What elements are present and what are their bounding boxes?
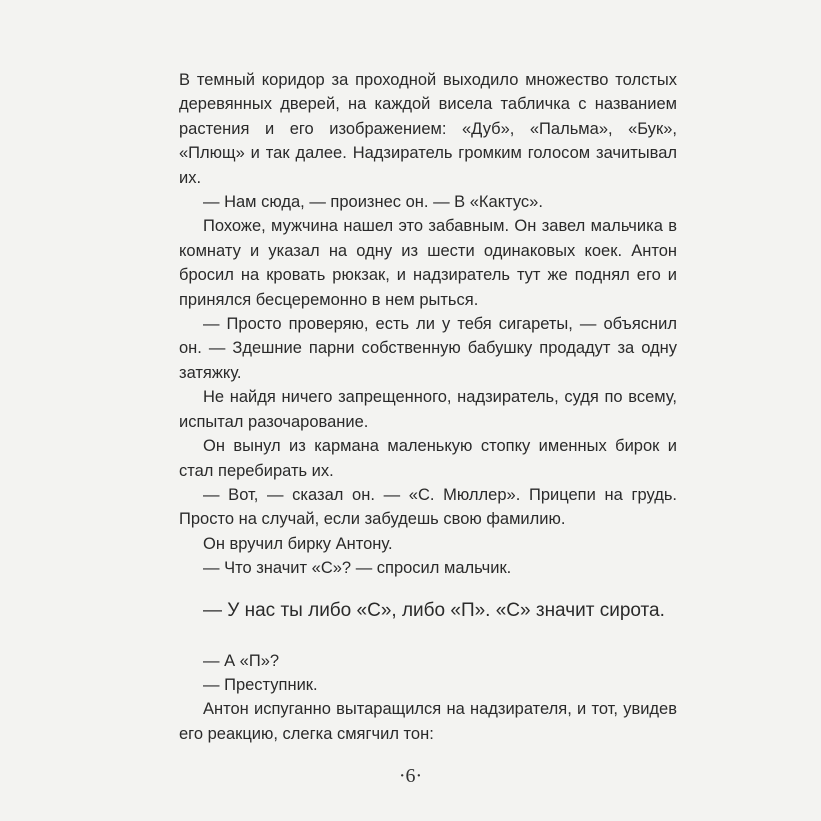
paragraph: Похоже, мужчина нашел это забавным. Он завел мальчика в комнату и указал на одну из шести одинаковых коек. Антон бросил на кровать рюкзак, и надзиратель тут же поднял его и принялся бесцеремонно в нем рыться. — [179, 217, 677, 309]
paragraph: Он вынул из кармана маленькую стопку именных бирок и стал перебирать их. — [179, 437, 677, 480]
paragraph: — Нам сюда, — произнес он. — В «Кактус». — [203, 193, 543, 212]
paragraph: — Вот, — сказал он. — «С. Мюллер». Прицепи на грудь. Просто на случай, если забудешь свою фамилию. — [179, 485, 677, 529]
body-text — [179, 68, 677, 746]
paragraph: Антон испуганно вытаращился на надзирателя, и тот, увидев его реакцию, слегка смягчил тон: — [179, 700, 677, 743]
paragraph: В темный коридор за проходной выходило множество толстых деревянных дверей, на каждой висела табличка с названием растения и его изображением: «Дуб», «Пальма», «Бук», «Плющ» и так далее. Надзиратель громким голосом зачитывал их. — [179, 71, 677, 187]
paragraph: — Просто проверяю, есть ли у тебя сигареты, — объяснил он. — Здешние парни собственную бабушку продадут за одну затяжку. — [179, 315, 677, 382]
paragraph: Не найдя ничего запрещенного, надзиратель, судя по всему, испытал разочарование. — [179, 388, 677, 431]
paragraph: — А «П»? — [203, 651, 280, 670]
paragraph: — Преступник. — [203, 675, 318, 694]
highlight-paragraph: — У нас ты либо «С», либо «П». «С» значит сирота. — [203, 599, 665, 621]
paragraph: — Что значит «С»? — спросил мальчик. — [203, 559, 512, 578]
paragraph: Он вручил бирку Антону. — [203, 534, 393, 553]
page-number: ·6· — [398, 765, 423, 787]
